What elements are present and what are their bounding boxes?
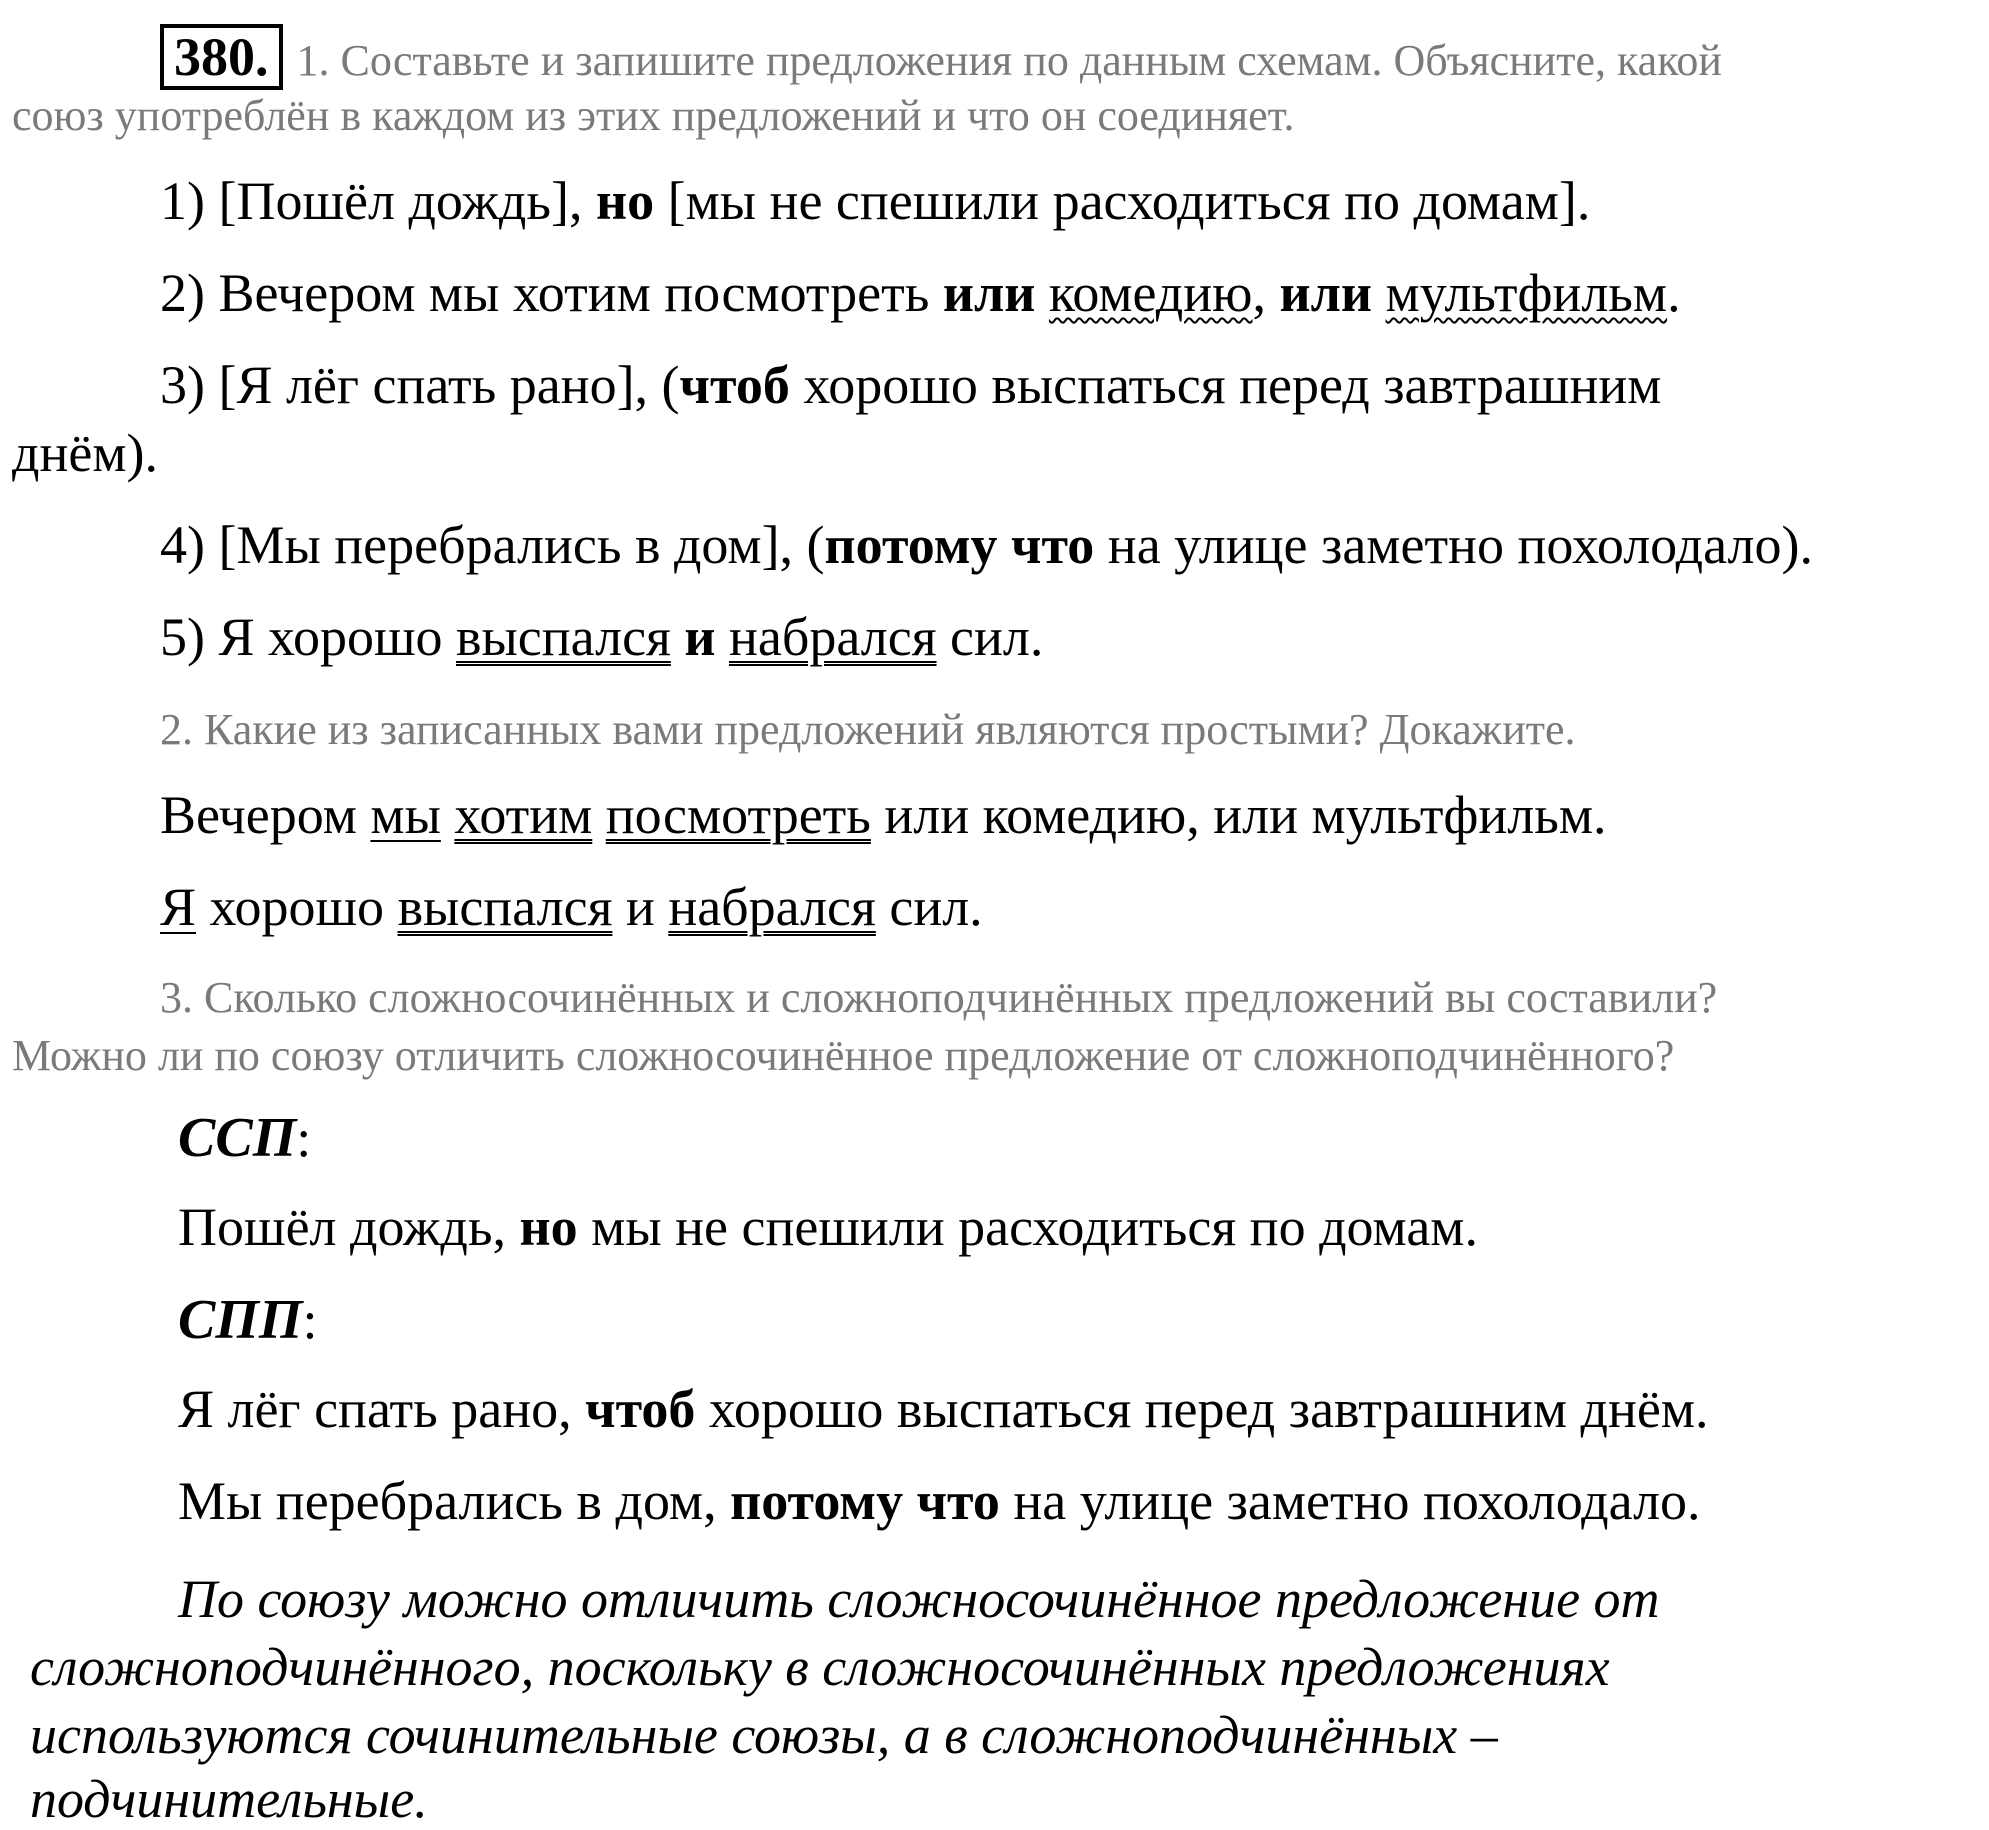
s2-dot: . — [1667, 263, 1681, 323]
conclusion-line-2: сложноподчинённого, поскольку в сложносочинённых предложениях — [30, 1637, 1610, 1697]
task1-line1 — [160, 24, 1722, 90]
conclusion-line-3: используются сочинительные союзы, а в сложноподчинённых – — [30, 1705, 1498, 1765]
s3-pre: 3) [Я лёг спать рано], ( — [160, 355, 680, 415]
task1-text-1: 1. Составьте и запишите предложения по данным схемам. Объясните, какой — [296, 36, 1722, 85]
spp2-pre: Мы перебрались в дом, — [178, 1471, 717, 1531]
s5-pre: 5) Я хорошо — [160, 607, 443, 667]
s5-verb-2: набрался — [729, 607, 937, 667]
ssp-pre: Пошёл дождь, — [178, 1197, 507, 1257]
spp2-conjunction: потому что — [730, 1471, 1000, 1531]
s2-word-2: мультфильм — [1385, 263, 1668, 323]
a2-2-rest: сил. — [889, 877, 983, 937]
task-number: 380. — [160, 24, 283, 90]
ssp-conjunction: но — [519, 1197, 578, 1257]
s5-post: сил. — [950, 607, 1044, 667]
sentence-4 — [160, 514, 1813, 576]
spp-sentence-2 — [178, 1470, 1701, 1532]
s4-post: на улице заметно похолодало). — [1107, 515, 1813, 575]
ssp-post: мы не спешили расходиться по домам. — [591, 1197, 1478, 1257]
task3-line2: Можно ли по союзу отличить сложносочинённое предложение от сложноподчинённого? — [12, 1031, 1675, 1080]
task1-line2: союз употреблён в каждом из этих предложений и что он соединяет. — [12, 91, 1295, 140]
a2-1-rest: или комедию, или мультфильм. — [884, 785, 1607, 845]
sentence-3 — [160, 354, 1661, 416]
task3-line1: 3. Сколько сложносочинённых и сложноподчинённых предложений вы составили? — [160, 973, 1718, 1022]
sentence-5 — [160, 606, 1043, 668]
sentence-1 — [160, 170, 1590, 232]
task2: 2. Какие из записанных вами предложений являются простыми? Докажите. — [160, 705, 1576, 754]
s4-pre: 4) [Мы перебрались в дом], ( — [160, 515, 825, 575]
a2-2-conjunction: и — [625, 877, 655, 937]
a2-2-predicate-2: набрался — [668, 877, 876, 937]
a2-1-subject: мы — [370, 785, 441, 845]
conclusion-line-4: подчинительные. — [30, 1769, 428, 1829]
ssp-heading — [178, 1106, 311, 1170]
ssp-colon: : — [296, 1108, 312, 1168]
s2-conj-2: или — [1279, 263, 1373, 323]
ssp-sentence — [178, 1196, 1478, 1258]
s2-word-1: комедию — [1048, 263, 1253, 323]
ssp-label: ССП — [178, 1107, 297, 1169]
s1-clause-b: [мы не спешили расходиться по домам]. — [667, 171, 1591, 231]
sentence-2 — [160, 262, 1681, 324]
a2-2-word-2: хорошо — [209, 877, 385, 937]
a2-1-predicate-1: хотим — [454, 785, 593, 845]
s1-conjunction: но — [595, 171, 655, 231]
answer2-sentence-1 — [160, 784, 1607, 846]
a2-1-predicate-2: посмотреть — [605, 785, 871, 845]
s2-conj-1: или — [942, 263, 1036, 323]
s5-conjunction: и — [684, 607, 716, 667]
spp1-conjunction: чтоб — [585, 1379, 696, 1439]
spp-sentence-1 — [178, 1378, 1709, 1440]
s2-comma: , — [1252, 263, 1267, 323]
conclusion-line-1: По союзу можно отличить сложносочинённое предложение от — [178, 1569, 1660, 1629]
sentence-3-cont: днём). — [12, 423, 158, 483]
spp1-pre: Я лёг спать рано, — [178, 1379, 572, 1439]
a2-2-subject: Я — [160, 877, 197, 937]
a2-1-word-1: Вечером — [160, 785, 357, 845]
a2-2-predicate-1: выспался — [397, 877, 613, 937]
spp2-post: на улице заметно похолодало. — [1013, 1471, 1701, 1531]
s3-conjunction: чтоб — [679, 355, 790, 415]
spp-colon: : — [302, 1290, 318, 1350]
s1-clause-a: [Пошёл дождь], — [218, 171, 583, 231]
spp-heading — [178, 1288, 317, 1352]
spp-label: СПП — [178, 1289, 303, 1351]
s4-conjunction: потому что — [824, 515, 1095, 575]
s3-post: хорошо выспаться перед завтрашним — [803, 355, 1662, 415]
s1-number: 1) — [160, 171, 205, 231]
s2-pre: 2) Вечером мы хотим посмотреть — [160, 263, 930, 323]
spp1-post: хорошо выспаться перед завтрашним днём. — [708, 1379, 1709, 1439]
s5-verb-1: выспался — [456, 607, 671, 667]
answer2-sentence-2 — [160, 876, 983, 938]
